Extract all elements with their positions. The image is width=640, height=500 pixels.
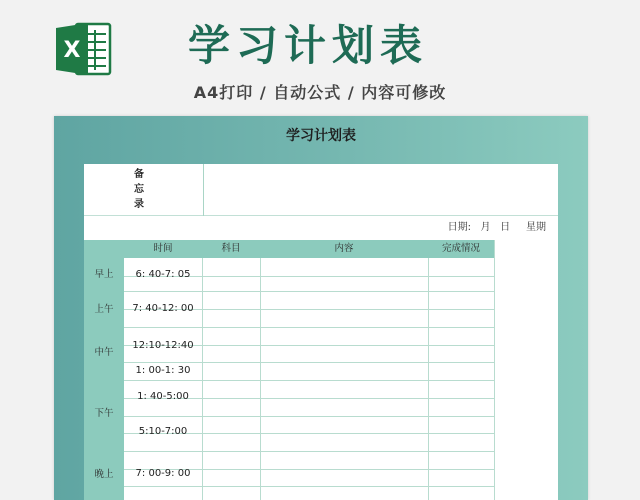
time-slot: 1: 00-1: 30 <box>135 365 191 376</box>
memo-char: 录 <box>134 199 144 210</box>
sheet-title: 学习计划表 <box>286 128 356 144</box>
column-header-content: 内容 <box>334 243 354 254</box>
spreadsheet-preview <box>54 116 588 500</box>
period-evening: 晚上 <box>94 469 114 480</box>
time-slot: 1: 40-5:00 <box>137 391 189 402</box>
page-header <box>0 0 640 112</box>
row-divider <box>124 451 494 452</box>
time-slot: 6: 40-7: 05 <box>135 269 191 280</box>
row-divider <box>124 291 494 292</box>
page-title: 学习计划表 <box>188 21 429 70</box>
time-slot: 7: 00-9: 00 <box>135 468 191 479</box>
date-row <box>84 216 558 240</box>
memo-char: 忘 <box>134 184 144 195</box>
row-divider <box>124 380 494 381</box>
notes-column <box>494 240 558 500</box>
excel-icon <box>54 20 114 78</box>
column-divider <box>260 258 261 500</box>
period-morning: 早上 <box>94 269 114 280</box>
row-divider <box>124 327 494 328</box>
memo-char: 备 <box>134 169 144 180</box>
logo-letter: X <box>63 38 81 63</box>
column-header-time: 时间 <box>153 243 173 254</box>
column-divider <box>202 258 203 500</box>
time-slot: 7: 40-12: 00 <box>132 303 194 314</box>
row-divider <box>124 486 494 487</box>
period-column <box>84 258 124 500</box>
date-label: 日期: 月 日 星期 <box>447 222 546 233</box>
column-header-subject: 科目 <box>221 243 241 254</box>
period-afternoon: 下午 <box>94 408 114 419</box>
memo-box[interactable] <box>84 164 558 216</box>
row-divider <box>124 416 494 417</box>
schedule-table <box>84 240 494 500</box>
column-header-status: 完成情况 <box>441 243 480 254</box>
time-slot: 12:10-12:40 <box>132 340 194 351</box>
memo-label <box>84 164 204 216</box>
column-divider <box>428 258 429 500</box>
period-forenoon: 上午 <box>94 304 114 315</box>
table-header <box>84 240 494 258</box>
period-noon: 中午 <box>94 347 114 358</box>
page-subtitle: A4打印 / 自动公式 / 内容可修改 <box>193 83 447 102</box>
time-slot: 5:10-7:00 <box>138 426 188 437</box>
row-divider <box>124 362 494 363</box>
